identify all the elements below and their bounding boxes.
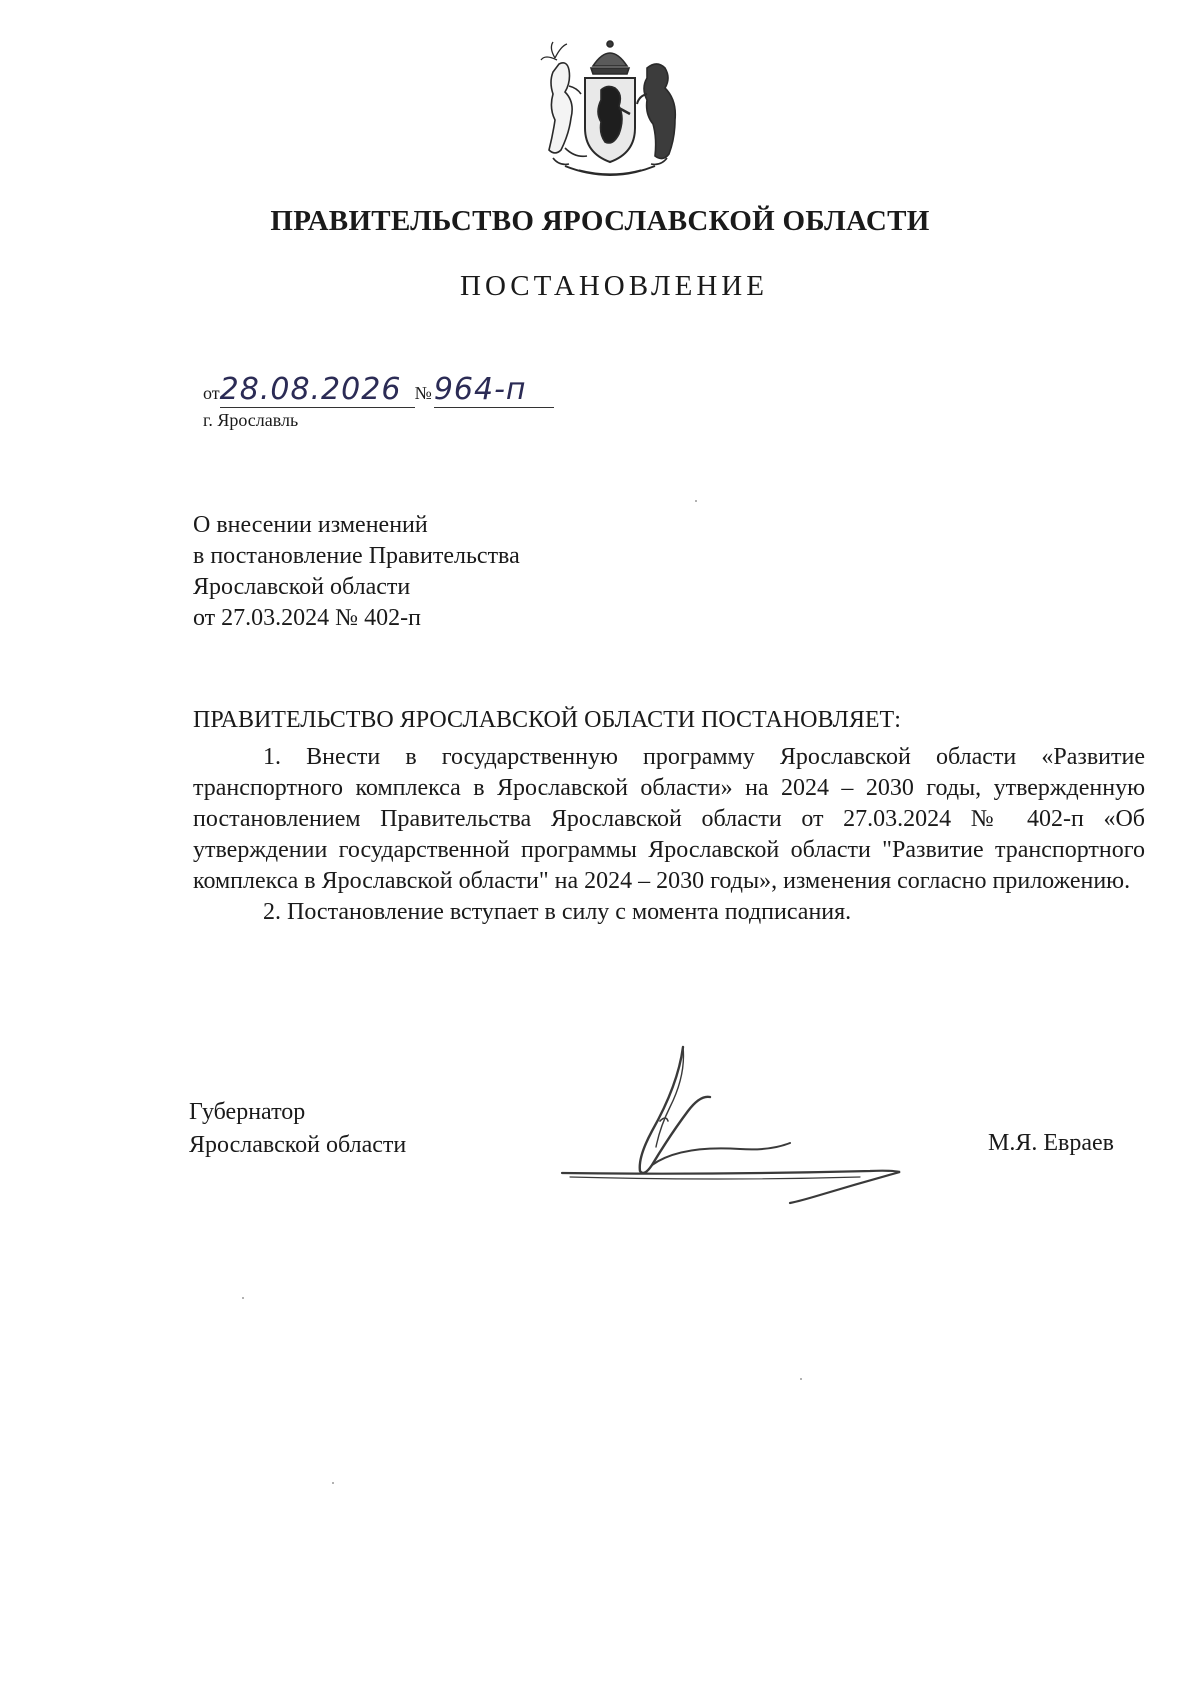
government-name: ПРАВИТЕЛЬСТВО ЯРОСЛАВСКОЙ ОБЛАСТИ xyxy=(270,205,930,237)
document-type: ПОСТАНОВЛЕНИЕ xyxy=(460,270,768,302)
number-prefix: № xyxy=(414,383,432,403)
date-field xyxy=(220,372,415,408)
decree-body xyxy=(193,742,1145,928)
subject-line: от 27.03.2024 № 402-п xyxy=(193,605,421,631)
scan-speck xyxy=(332,1482,334,1484)
subject-line: О внесении изменений xyxy=(193,512,428,538)
registration-line xyxy=(203,372,554,408)
signer-name: М.Я. Евраев xyxy=(988,1130,1114,1156)
subject-line: Ярославской области xyxy=(193,574,411,600)
date-prefix: от xyxy=(203,383,220,403)
scan-speck xyxy=(695,500,697,502)
subject-line: в постановление Правительства xyxy=(193,543,520,569)
decree-clause-1: 1. Внести в государственную программу Ярославской области «Развитие транспортного комплекса в Ярославской области» на 2024 – 2030 годы, утвержденную постановлением Правительства Ярославской области от 27.03.2024 № 402-п «Об утверждении государственной программы Ярославской области "Развитие транспортного комплекса в Ярославской области" на 2024 – 2030 годы», изменения согласно приложению. xyxy=(193,744,1145,894)
signer-position xyxy=(189,1096,406,1162)
handwritten-number: 964-п xyxy=(433,372,527,407)
issue-city: г. Ярославль xyxy=(203,410,299,430)
handwritten-date: 28.08.2026 xyxy=(219,372,402,407)
handwritten-signature-icon xyxy=(560,1045,930,1210)
scan-speck xyxy=(800,1378,802,1380)
signer-position-line: Губернатор xyxy=(189,1099,306,1125)
coat-of-arms-icon xyxy=(535,38,685,184)
number-field xyxy=(434,372,554,408)
document-subject xyxy=(193,510,520,634)
decree-clause-2: 2. Постановление вступает в силу с момента подписания. xyxy=(263,899,852,925)
signer-position-line: Ярославской области xyxy=(189,1132,407,1158)
scan-speck xyxy=(242,1297,244,1299)
decree-intro: ПРАВИТЕЛЬСТВО ЯРОСЛАВСКОЙ ОБЛАСТИ ПОСТАНОВЛЯЕТ: xyxy=(193,707,901,733)
